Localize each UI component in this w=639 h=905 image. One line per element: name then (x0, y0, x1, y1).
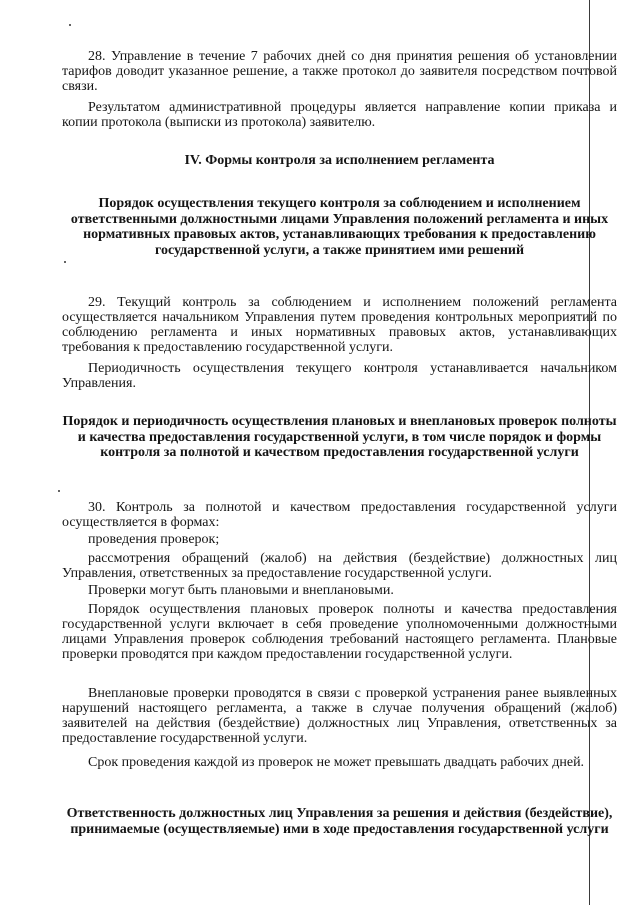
paragraph-unplanned: Внеплановые проверки проводятся в связи с проверкой устранения ранее выявленных нарушений настоящего регламента, а также в случае получения обращений (жалоб) заявителей на действия (бездействие) должностных лиц Управления, ответственных за предоставление государственной услуги. (62, 686, 617, 746)
list-item: рассмотрения обращений (жалоб) на действия (бездействие) должностных лиц Управления, ответственных за предоставление государственной услуги. (62, 551, 617, 581)
paragraph-term: Срок проведения каждой из проверок не может превышать двадцать рабочих дней. (88, 755, 585, 770)
list-item: проведения проверок; (88, 532, 220, 547)
scan-speck (69, 24, 71, 26)
heading-current-control: Порядок осуществления текущего контроля за соблюдением и исполнением ответственными должностными лицами Управления положений регламента и иных нормативных правовых актов, устанавливающих требования к предоставлению государственной услуги, а также принятием ими решений (70, 196, 609, 258)
heading-inspections: Порядок и периодичность осуществления плановых и внеплановых проверок полноты и качества предоставления государственной услуги, в том числе порядок и формы контроля за полнотой и качеством предоставления государственной услуги (62, 414, 617, 460)
paragraph-28: 28. Управление в течение 7 рабочих дней со дня принятия решения об установлении тарифов доводит указанное решение, а также протокол до заявителя посредством почтовой связи. (62, 49, 617, 94)
scan-speck (58, 490, 60, 492)
section-iv-title: IV. Формы контроля за исполнением регламента (184, 153, 495, 168)
paragraph-planned: Порядок осуществления плановых проверок полноты и качества предоставления государственной услуги включает в себя проведение уполномоченными должностными лицами Управления проверок соблюдения требований настоящего регламента. Плановые проверки проводятся при каждом предоставлении государственной услуги. (62, 602, 617, 662)
paragraph-30: 30. Контроль за полнотой и качеством предоставления государственной услуги осуществляется в формах: (62, 500, 617, 530)
scan-speck (64, 261, 66, 263)
paragraph-periodicity: Периодичность осуществления текущего контроля устанавливается начальником Управления. (62, 361, 617, 391)
paragraph-29: 29. Текущий контроль за соблюдением и исполнением положений регламента осуществляется начальником Управления путем проведения контрольных мероприятий по соблюдению регламента и иных нормативных правовых актов, устанавливающих требования к предоставлению государственной услуги. (62, 295, 617, 355)
heading-responsibility: Ответственность должностных лиц Управления за решения и действия (бездействие), принимаемые (осуществляемые) ими в ходе предоставления государственной услуги (66, 806, 613, 837)
paragraph-types: Проверки могут быть плановыми и внеплановыми. (88, 583, 394, 598)
paragraph-result: Результатом административной процедуры является направление копии приказа и копии протокола (выписки из протокола) заявителю. (62, 100, 617, 130)
